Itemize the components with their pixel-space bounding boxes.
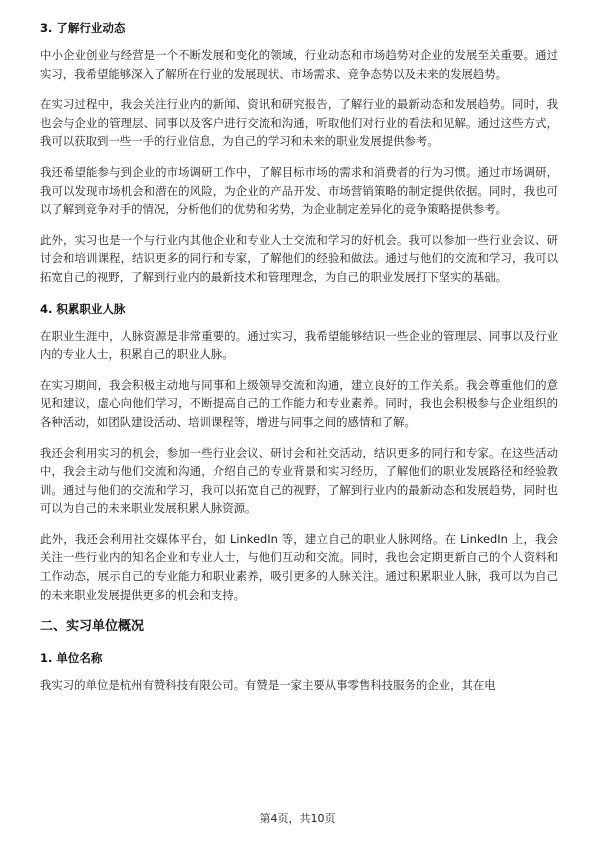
- section-heading-industry-trends: 3. 了解行业动态: [40, 21, 126, 35]
- paragraph: 在职业生涯中，人脉资源是非常重要的。通过实习，我希望能够结识一些企业的管理层、同事以及行业内的专业人士，积累自己的职业人脉。: [40, 328, 558, 362]
- document-page: [40, 20, 558, 695]
- paragraph: 我实习的单位是杭州有赞科技有限公司。有赞是一家主要从事零售科技服务的企业，其在电: [40, 678, 496, 693]
- chapter-heading-internship-unit: 二、实习单位概况: [40, 619, 145, 635]
- section-heading-professional-network: 4. 积累职业人脉: [40, 301, 126, 316]
- page-number: 第4页，共10页: [259, 812, 336, 825]
- paragraph: 中小企业创业与经营是一个不断发展和变化的领域，行业动态和市场趋势对企业的发展至关重要。通过实习，我希望能够深入了解所在行业的发展现状、市场需求、竞争态势以及未来的发展趋势。: [40, 48, 558, 81]
- paragraph: 在实习期间，我会积极主动地与同事和上级领导交流和沟通，建立良好的工作关系。我会尊重他们的意见和建议，虚心向他们学习，不断提高自己的工作能力和专业素养。同时，我也会积极参与企业组织的各种活动，如团队建设活动、培训课程等，增进与同事之间的感情和了解。: [40, 377, 558, 429]
- paragraph: 我还希望能参与到企业的市场调研工作中，了解目标市场的需求和消费者的行为习惯。通过市场调研，我可以发现市场机会和潜在的风险，为企业的产品开发、市场营销策略的制定提供依据。同时，我也可以了解到竞争对手的情况，分析他们的优势和劣势，为企业制定差异化的竞争策略提供参考。: [40, 164, 558, 217]
- paragraph: 此外，实习也是一个与行业内其他企业和专业人士交流和学习的好机会。我可以参加一些行业会议、研讨会和培训课程，结识更多的同行和专家，了解他们的经验和做法。通过与他们的交流和学习，我可以拓宽自己的视野，了解到行业内的最新技术和管理理念，为自己的职业发展打下坚实的基础。: [40, 232, 558, 284]
- page-footer: [0, 812, 595, 826]
- paragraph: 此外，我还会利用社交媒体平台，如 LinkedIn 等，建立自己的职业人脉网络。在 LinkedIn 上，我会关注一些行业内的知名企业和专业人士，与他们互动和交流。同时，我也会定期更新自己的个人资料和工作动态，展示自己的专业能力和职业素养，吸引更多的人脉关注。通过积累职业人脉，我可以为自己的未来职业发展提供更多的机会和支持。: [40, 531, 558, 602]
- section-heading-unit-name: 1. 单位名称: [40, 651, 103, 666]
- paragraph: 在实习过程中，我会关注行业内的新闻、资讯和研究报告，了解行业的最新动态和发展趋势。同时，我也会与企业的管理层、同事以及客户进行交流和沟通，听取他们对行业的看法和见解。通过这些方式，我可以获取到一些一手的行业信息，为自己的学习和未来的职业发展提供参考。: [40, 97, 558, 149]
- paragraph: 我还会利用实习的机会，参加一些行业会议、研讨会和社交活动，结识更多的同行和专家。在这些活动中，我会主动与他们交流和沟通，介绍自己的专业背景和实习经历，了解他们的职业发展路径和经验教训。通过与他们的交流和学习，我可以拓宽自己的视野，了解到行业内的最新动态和发展趋势，同时也可以为自己的未来职业发展积累人脉资源。: [40, 445, 558, 516]
